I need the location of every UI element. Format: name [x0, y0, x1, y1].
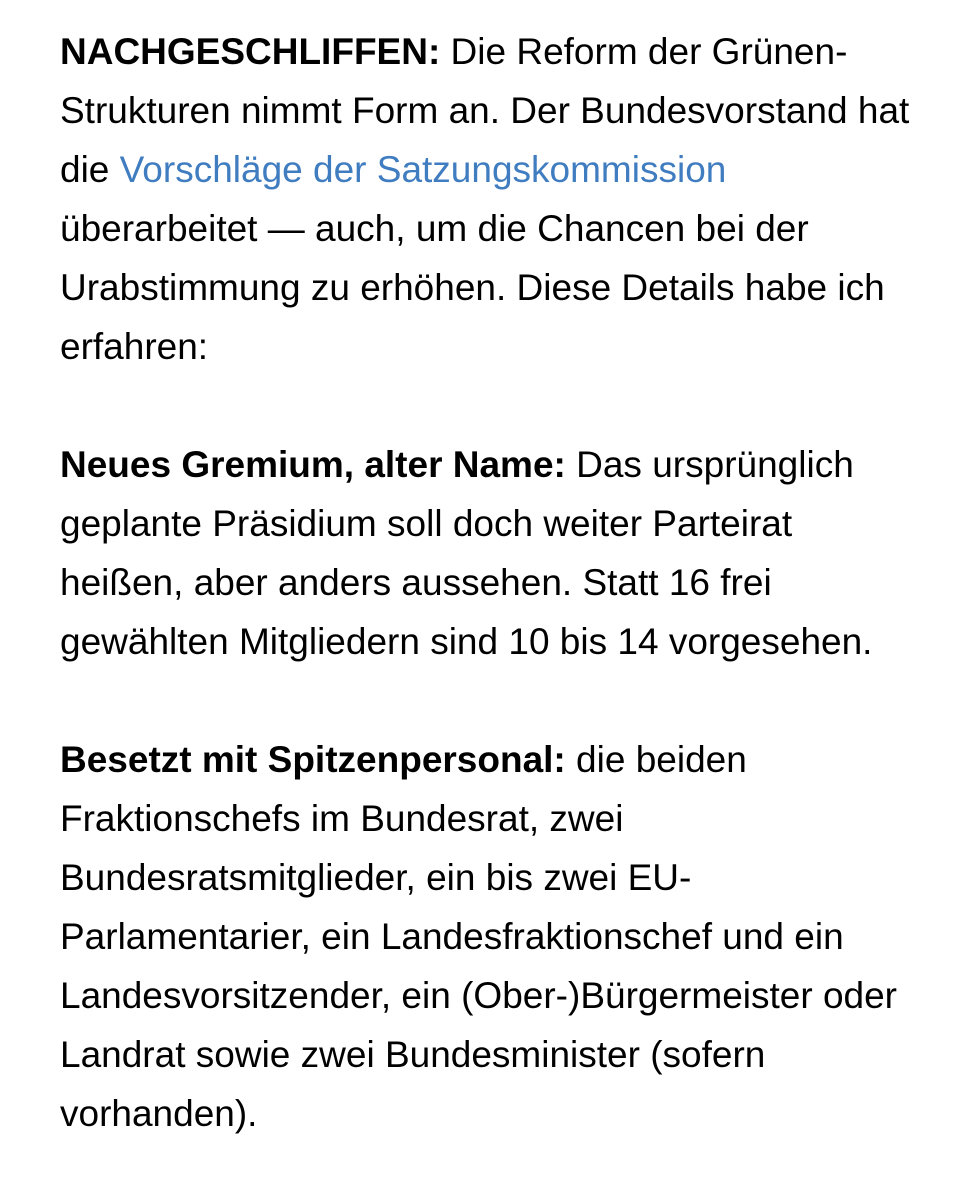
paragraph-lead: Neues Gremium, alter Name: — [60, 444, 566, 485]
paragraph-lead: NACHGESCHLIFFEN: — [60, 31, 441, 72]
paragraph-text: Die Reform der Grünen-Strukturen nimmt Form an. Der Bundesvorstand hat die — [60, 31, 910, 190]
article-body — [60, 22, 920, 1143]
paragraph-nachgeschliffen — [60, 22, 920, 376]
paragraph-text: überarbeitet — auch, um die Chancen bei der Urabstimmung zu erhöhen. Diese Details habe ich erfahren: — [60, 208, 885, 367]
paragraph-text: die beiden Fraktionschefs im Bundesrat, zwei Bundesratsmitglieder, ein bis zwei EU-Parlamentarier, ein Landesfraktionschef und ein Landesvorsitzender, ein (Ober-)Bürgermeister oder Landrat sowie zwei Bundesminister (sofern vorhanden). — [60, 739, 897, 1134]
satzungskommission-link[interactable]: Vorschläge der Satzungskommission — [119, 149, 727, 190]
paragraph-neues-gremium — [60, 435, 920, 671]
paragraph-lead: Besetzt mit Spitzenpersonal: — [60, 739, 566, 780]
paragraph-spitzenpersonal — [60, 730, 920, 1143]
paragraph-text: Das ursprünglich geplante Präsidium soll doch weiter Parteirat heißen, aber anders aussehen. Statt 16 frei gewählten Mitgliedern sind 10 bis 14 vorgesehen. — [60, 444, 873, 662]
